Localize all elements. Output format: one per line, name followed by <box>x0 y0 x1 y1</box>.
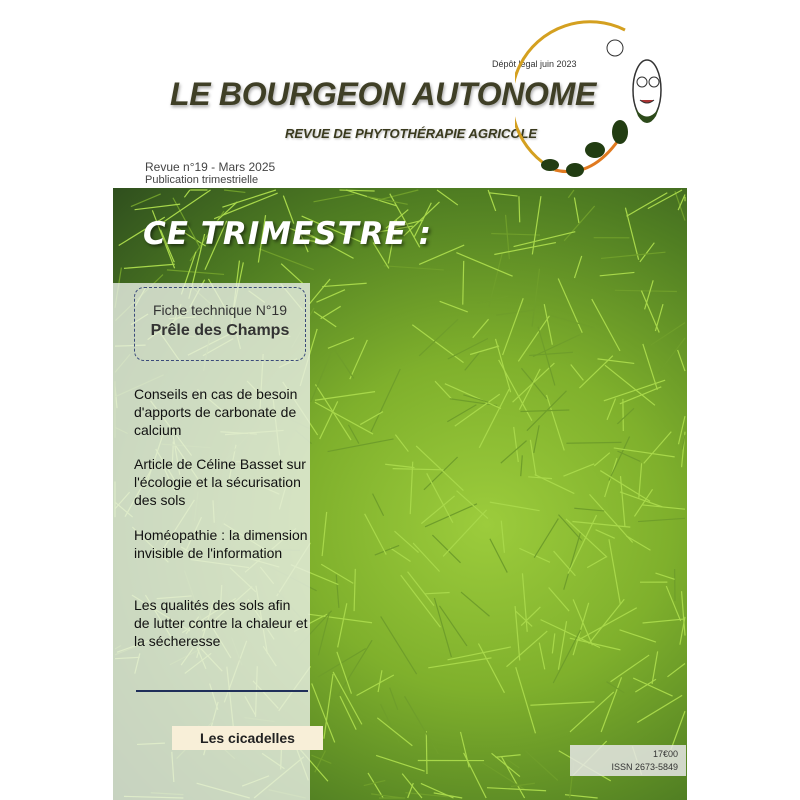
foliage-stroke <box>437 190 458 205</box>
foliage-stroke <box>425 504 477 527</box>
foliage-stroke <box>516 611 532 626</box>
foliage-stroke <box>322 512 327 556</box>
foliage-stroke <box>445 384 501 409</box>
foliage-stroke <box>413 543 439 571</box>
foliage-stroke <box>457 491 488 519</box>
foliage-stroke <box>491 234 540 236</box>
foliage-stroke <box>405 696 439 754</box>
foliage-stroke <box>551 316 594 328</box>
foliage-stroke <box>320 401 338 439</box>
foliage-stroke <box>614 448 675 457</box>
foliage-stroke <box>394 531 418 552</box>
publication-frequency: Publication trimestrielle <box>145 174 259 186</box>
foliage-stroke <box>381 616 417 674</box>
foliage-stroke <box>620 387 661 404</box>
foliage-stroke <box>521 455 523 476</box>
foliage-stroke <box>638 518 685 521</box>
foliage-stroke <box>340 696 356 730</box>
foliage-stroke <box>440 301 468 312</box>
legal-deposit: Dépôt légal juin 2023 <box>492 59 577 69</box>
foliage-stroke <box>496 755 521 757</box>
foliage-stroke <box>596 530 615 539</box>
issue-number: Revue n°19 - Mars 2025 <box>145 160 276 174</box>
foliage-stroke <box>532 269 539 327</box>
foliage-stroke <box>645 280 654 309</box>
foliage-stroke <box>554 551 576 576</box>
foliage-stroke <box>395 435 408 452</box>
foliage-stroke <box>311 341 336 402</box>
foliage-stroke <box>393 469 444 470</box>
foliage-stroke <box>385 464 414 467</box>
technical-sheet-box[interactable] <box>134 287 306 361</box>
foliage-stroke <box>354 569 355 611</box>
foliage-stroke <box>371 369 400 432</box>
foliage-stroke <box>640 243 654 262</box>
foliage-stroke <box>570 692 614 732</box>
article-item[interactable]: Conseils en cas de besoin d'apports de carbonate de calcium <box>134 386 298 438</box>
foliage-stroke <box>678 350 685 371</box>
foliage-stroke <box>375 545 399 555</box>
cover-photo <box>113 188 687 800</box>
foliage-stroke <box>615 290 677 291</box>
foliage-stroke <box>487 788 546 791</box>
foliage-stroke <box>490 539 507 573</box>
foliage-stroke <box>421 496 454 524</box>
foliage-stroke <box>525 751 558 781</box>
foliage-stroke <box>424 457 458 490</box>
foliage-stroke <box>644 432 672 464</box>
foliage-stroke <box>620 630 656 642</box>
foliage-stroke <box>336 575 339 608</box>
foliage-stroke <box>521 368 546 399</box>
foliage-stroke <box>281 264 302 284</box>
foliage-stroke <box>478 296 509 303</box>
foliage-stroke <box>473 319 489 338</box>
foliage-stroke <box>607 682 625 693</box>
foliage-stroke <box>324 674 333 739</box>
foliage-stroke <box>428 658 491 668</box>
foliage-stroke <box>390 548 410 562</box>
magazine-title: LE BOURGEON AUTONOME <box>170 76 597 112</box>
foliage-stroke <box>571 364 584 380</box>
divider <box>136 690 308 692</box>
foliage-stroke <box>426 731 427 774</box>
foliage-stroke <box>350 340 368 379</box>
foliage-stroke <box>655 573 674 579</box>
foliage-stroke <box>419 319 458 356</box>
foliage-stroke <box>564 532 581 590</box>
price: 17€00 <box>652 749 678 759</box>
foliage-stroke <box>135 204 181 210</box>
foliage-stroke <box>544 304 552 345</box>
foliage-stroke <box>574 198 578 224</box>
foliage-stroke <box>401 575 441 627</box>
foliage-stroke <box>601 677 621 732</box>
foliage-stroke <box>340 190 375 191</box>
foliage-stroke <box>328 439 394 452</box>
foliage-stroke <box>549 588 569 612</box>
foliage-stroke <box>637 695 682 722</box>
foliage-stroke <box>432 535 460 563</box>
foliage-stroke <box>620 492 662 507</box>
foliage-stroke <box>315 751 326 773</box>
foliage-stroke <box>658 338 685 374</box>
foliage-stroke <box>626 536 650 550</box>
mascot-logo-icon <box>515 20 675 185</box>
foliage-stroke <box>360 412 383 425</box>
foliage-stroke <box>558 279 582 333</box>
foliage-stroke <box>435 381 452 399</box>
foliage-stroke <box>470 346 499 354</box>
article-item[interactable]: Homéopathie : la dimension invisible de l'information <box>134 527 308 561</box>
foliage-stroke <box>315 392 375 401</box>
foliage-stroke <box>643 619 685 623</box>
foliage-stroke <box>626 193 667 216</box>
foliage-stroke <box>501 441 527 464</box>
foliage-stroke <box>402 774 422 798</box>
foliage-stroke <box>313 194 354 202</box>
foliage-stroke <box>607 399 616 420</box>
foliage-stroke <box>598 359 635 364</box>
foliage-stroke <box>322 283 366 286</box>
foliage-stroke <box>600 272 635 275</box>
foliage-stroke <box>496 339 511 392</box>
foliage-stroke <box>566 442 621 443</box>
foliage-stroke <box>558 515 581 541</box>
foliage-stroke <box>439 606 467 646</box>
foliage-stroke <box>316 290 345 303</box>
foliage-stroke <box>519 369 540 410</box>
foliage-stroke <box>611 655 650 682</box>
foliage-stroke <box>503 298 524 355</box>
insert-label[interactable]: Les cicadelles <box>172 726 323 750</box>
foliage-stroke <box>535 475 575 494</box>
foliage-stroke <box>124 264 175 268</box>
article-item[interactable]: Article de Céline Basset sur l'écologie et la sécurisation des sols <box>134 456 306 508</box>
foliage-stroke <box>534 425 539 453</box>
foliage-stroke <box>617 408 634 424</box>
foliage-stroke <box>490 502 540 511</box>
foliage-stroke <box>568 190 574 198</box>
foliage-stroke <box>529 352 573 355</box>
foliage-stroke <box>489 193 518 196</box>
foliage-stroke <box>552 633 554 653</box>
foliage-stroke <box>315 384 351 440</box>
foliage-stroke <box>521 607 540 626</box>
foliage-stroke <box>357 675 394 696</box>
foliage-stroke <box>648 190 682 209</box>
foliage-stroke <box>338 603 347 647</box>
foliage-stroke <box>390 688 398 710</box>
foliage-stroke <box>328 338 354 348</box>
foliage-stroke <box>463 261 464 305</box>
foliage-stroke <box>460 732 469 768</box>
foliage-stroke <box>384 266 444 270</box>
foliage-stroke <box>425 592 450 593</box>
issue-info <box>145 161 275 187</box>
foliage-stroke <box>314 312 336 327</box>
foliage-stroke <box>655 304 663 331</box>
foliage-stroke <box>553 630 580 683</box>
foliage-stroke <box>667 664 685 677</box>
foliage-stroke <box>570 638 621 650</box>
foliage-stroke <box>465 352 480 370</box>
foliage-stroke <box>587 557 606 568</box>
foliage-stroke <box>650 323 685 346</box>
foliage-stroke <box>592 299 620 351</box>
foliage-stroke <box>643 344 658 390</box>
magazine-subtitle: REVUE DE PHYTOTHÉRAPIE AGRICOLE <box>285 126 538 141</box>
foliage-stroke <box>590 494 633 542</box>
foliage-stroke <box>371 794 402 798</box>
foliage-stroke <box>520 410 569 411</box>
foliage-stroke <box>456 253 512 277</box>
issn: ISSN 2673-5849 <box>611 762 678 772</box>
foliage-stroke <box>519 548 550 562</box>
foliage-stroke <box>501 521 504 553</box>
price-box <box>570 745 686 776</box>
foliage-stroke <box>434 598 451 657</box>
technical-sheet-label: Fiche technique N°19 <box>152 302 287 318</box>
foliage-stroke <box>448 338 488 359</box>
foliage-stroke <box>377 718 412 746</box>
foliage-stroke <box>496 310 534 315</box>
technical-sheet-title: Prêle des Champs <box>150 322 290 339</box>
foliage-stroke <box>589 599 625 644</box>
foliage-stroke <box>184 190 189 197</box>
foliage-stroke <box>461 592 489 616</box>
foliage-stroke <box>652 651 658 684</box>
contents-panel <box>113 283 310 800</box>
foliage-stroke <box>642 505 685 509</box>
foliage-stroke <box>516 667 536 733</box>
foliage-stroke <box>574 508 604 511</box>
foliage-stroke <box>448 647 511 660</box>
foliage-stroke <box>514 427 519 462</box>
foliage-stroke <box>564 206 594 241</box>
foliage-stroke <box>378 190 418 200</box>
foliage-stroke <box>601 252 665 258</box>
foliage-stroke <box>563 464 594 476</box>
foliage-stroke <box>519 196 520 222</box>
foliage-stroke <box>224 190 245 192</box>
foliage-stroke <box>530 702 594 705</box>
foliage-stroke <box>321 306 341 318</box>
section-heading: CE TRIMESTRE : <box>143 216 433 252</box>
foliage-stroke <box>376 755 425 771</box>
foliage-stroke <box>572 521 630 527</box>
foliage-stroke <box>639 463 642 498</box>
foliage-stroke <box>579 356 612 388</box>
foliage-stroke <box>373 494 384 516</box>
foliage-stroke <box>348 425 359 444</box>
foliage-stroke <box>547 395 565 451</box>
article-item[interactable]: Les qualités des sols afin de lutter contre la chaleur et la sécheresse <box>134 597 308 649</box>
foliage-stroke <box>365 514 387 555</box>
foliage-stroke <box>574 256 581 278</box>
foliage-stroke <box>416 446 463 491</box>
foliage-stroke <box>131 194 161 207</box>
foliage-stroke <box>594 453 610 466</box>
foliage-stroke <box>666 586 680 621</box>
foliage-stroke <box>539 643 544 670</box>
foliage-stroke <box>412 325 463 363</box>
foliage-stroke <box>378 670 382 692</box>
foliage-stroke <box>573 603 589 655</box>
foliage-stroke <box>381 704 400 743</box>
foliage-stroke <box>609 539 620 604</box>
